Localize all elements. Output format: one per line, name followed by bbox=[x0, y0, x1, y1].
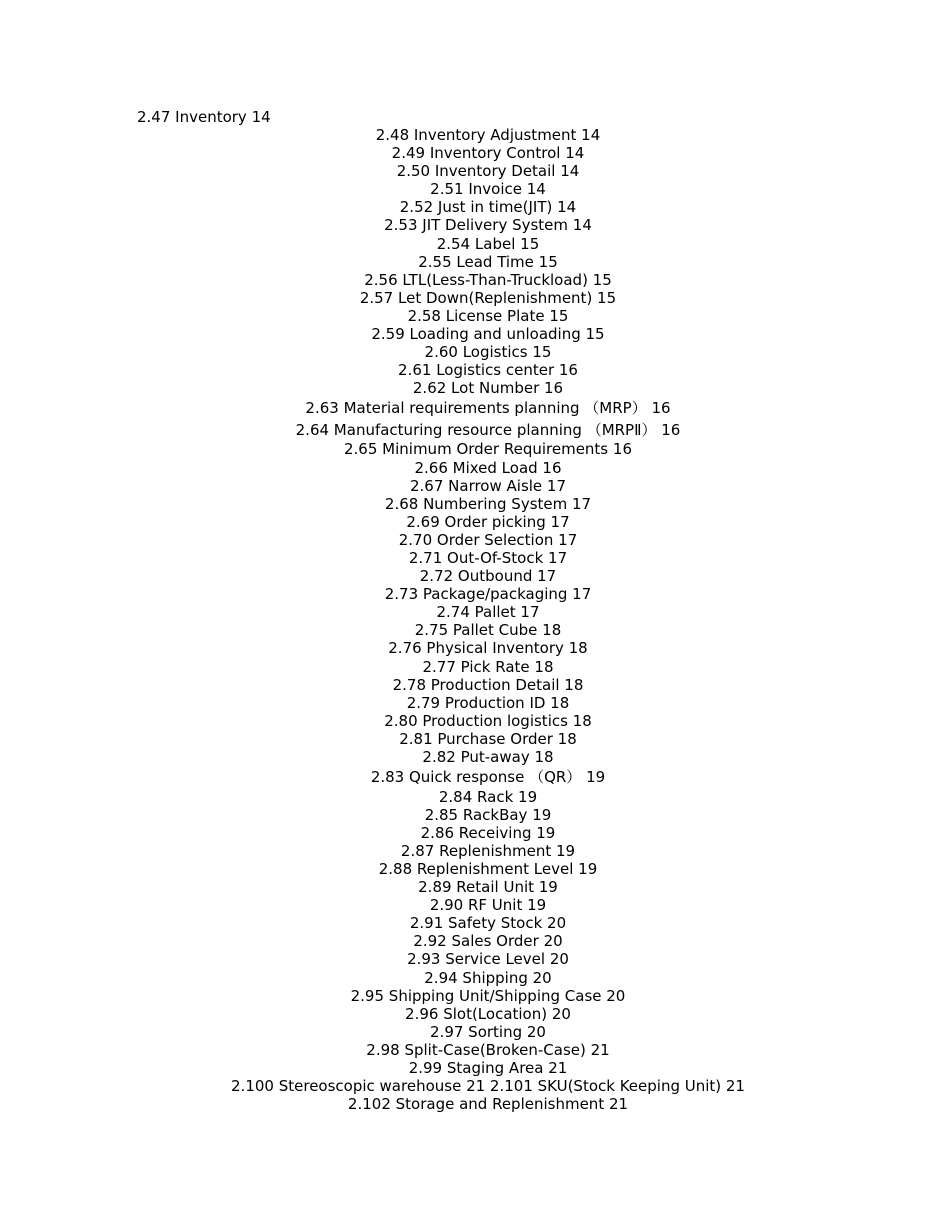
toc-entry: 2.59 Loading and unloading 15 bbox=[371, 325, 605, 344]
toc-entry: 2.102 Storage and Replenishment 21 bbox=[347, 1095, 629, 1114]
toc-entry: 2.61 Logistics center 16 bbox=[398, 361, 578, 380]
toc-entry: 2.75 Pallet Cube 18 bbox=[414, 621, 562, 640]
toc-entry: 2.74 Pallet 17 bbox=[436, 603, 540, 622]
toc-entry: 2.79 Production ID 18 bbox=[406, 693, 570, 712]
toc-entry: 2.98 Split-Case(Broken-Case) 21 bbox=[366, 1040, 610, 1059]
toc-entry: 2.70 Order Selection 17 bbox=[398, 530, 578, 549]
toc-entry: 2.56 LTL(Less-Than-Truckload) 15 bbox=[364, 270, 612, 289]
toc-entry: 2.64 Manufacturing resource planning （MRPⅡ） 16 bbox=[295, 420, 681, 439]
toc-entry: 2.84 Rack 19 bbox=[438, 787, 538, 806]
toc-entry: 2.58 License Plate 15 bbox=[407, 306, 569, 325]
toc-entry: 2.72 Outbound 17 bbox=[419, 567, 557, 586]
toc-entry: 2.69 Order picking 17 bbox=[406, 512, 570, 531]
toc-entry: 2.95 Shipping Unit/Shipping Case 20 bbox=[350, 986, 626, 1005]
toc-entry: 2.97 Sorting 20 bbox=[430, 1022, 546, 1041]
toc-entry: 2.73 Package/packaging 17 bbox=[384, 585, 592, 604]
toc-entry: 2.54 Label 15 bbox=[436, 234, 540, 253]
toc-entry: 2.88 Replenishment Level 19 bbox=[378, 859, 598, 878]
toc-entry: 2.67 Narrow Aisle 17 bbox=[409, 476, 567, 495]
toc-entry: 2.100 Stereoscopic warehouse 21 2.101 SKU(Stock Keeping Unit) 21 bbox=[231, 1077, 745, 1096]
toc-entry: 2.62 Lot Number 16 bbox=[412, 379, 564, 398]
toc-entry: 2.78 Production Detail 18 bbox=[392, 675, 584, 694]
toc-entry: 2.91 Safety Stock 20 bbox=[409, 914, 567, 933]
toc-entry: 2.68 Numbering System 17 bbox=[384, 494, 592, 513]
toc-entry: 2.76 Physical Inventory 18 bbox=[388, 639, 588, 658]
toc-entry: 2.80 Production logistics 18 bbox=[384, 711, 592, 730]
toc-entry: 2.57 Let Down(Replenishment) 15 bbox=[359, 288, 617, 307]
toc-entry: 2.48 Inventory Adjustment 14 bbox=[375, 126, 601, 144]
toc-entry: 2.49 Inventory Control 14 bbox=[391, 144, 585, 163]
toc-entry: 2.86 Receiving 19 bbox=[420, 823, 556, 842]
toc-entry: 2.60 Logistics 15 bbox=[424, 343, 552, 362]
toc-entry: 2.83 Quick response （QR） 19 bbox=[370, 768, 606, 787]
toc-entry: 2.90 RF Unit 19 bbox=[429, 896, 547, 915]
toc-entry-2-47: 2.47 Inventory 14 bbox=[137, 108, 271, 126]
toc-entry: 2.85 RackBay 19 bbox=[424, 805, 552, 824]
toc-entry: 2.51 Invoice 14 bbox=[430, 180, 546, 199]
toc-entry: 2.55 Lead Time 15 bbox=[418, 252, 558, 271]
toc-entry: 2.93 Service Level 20 bbox=[407, 950, 569, 969]
toc-entry: 2.77 Pick Rate 18 bbox=[422, 657, 554, 676]
toc-entry: 2.66 Mixed Load 16 bbox=[414, 458, 562, 477]
toc-entry: 2.87 Replenishment 19 bbox=[400, 841, 576, 860]
toc-list bbox=[0, 126, 950, 1113]
toc-entry: 2.94 Shipping 20 bbox=[424, 968, 552, 987]
toc-entry: 2.92 Sales Order 20 bbox=[413, 932, 563, 951]
toc-entry: 2.71 Out-Of-Stock 17 bbox=[408, 548, 568, 567]
toc-entry: 2.96 Slot(Location) 20 bbox=[405, 1004, 571, 1023]
toc-entry: 2.63 Material requirements planning （MRP） 16 bbox=[305, 399, 671, 418]
toc-entry: 2.50 Inventory Detail 14 bbox=[396, 162, 580, 181]
toc-entry: 2.82 Put-away 18 bbox=[422, 748, 554, 766]
toc-entry: 2.52 Just in time(JIT) 14 bbox=[399, 198, 577, 217]
toc-entry: 2.65 Minimum Order Requirements 16 bbox=[344, 440, 632, 459]
toc-entry: 2.53 JIT Delivery System 14 bbox=[384, 216, 592, 235]
toc-entry: 2.89 Retail Unit 19 bbox=[418, 878, 558, 897]
toc-entry: 2.81 Purchase Order 18 bbox=[399, 729, 577, 748]
toc-entry: 2.99 Staging Area 21 bbox=[408, 1059, 568, 1077]
